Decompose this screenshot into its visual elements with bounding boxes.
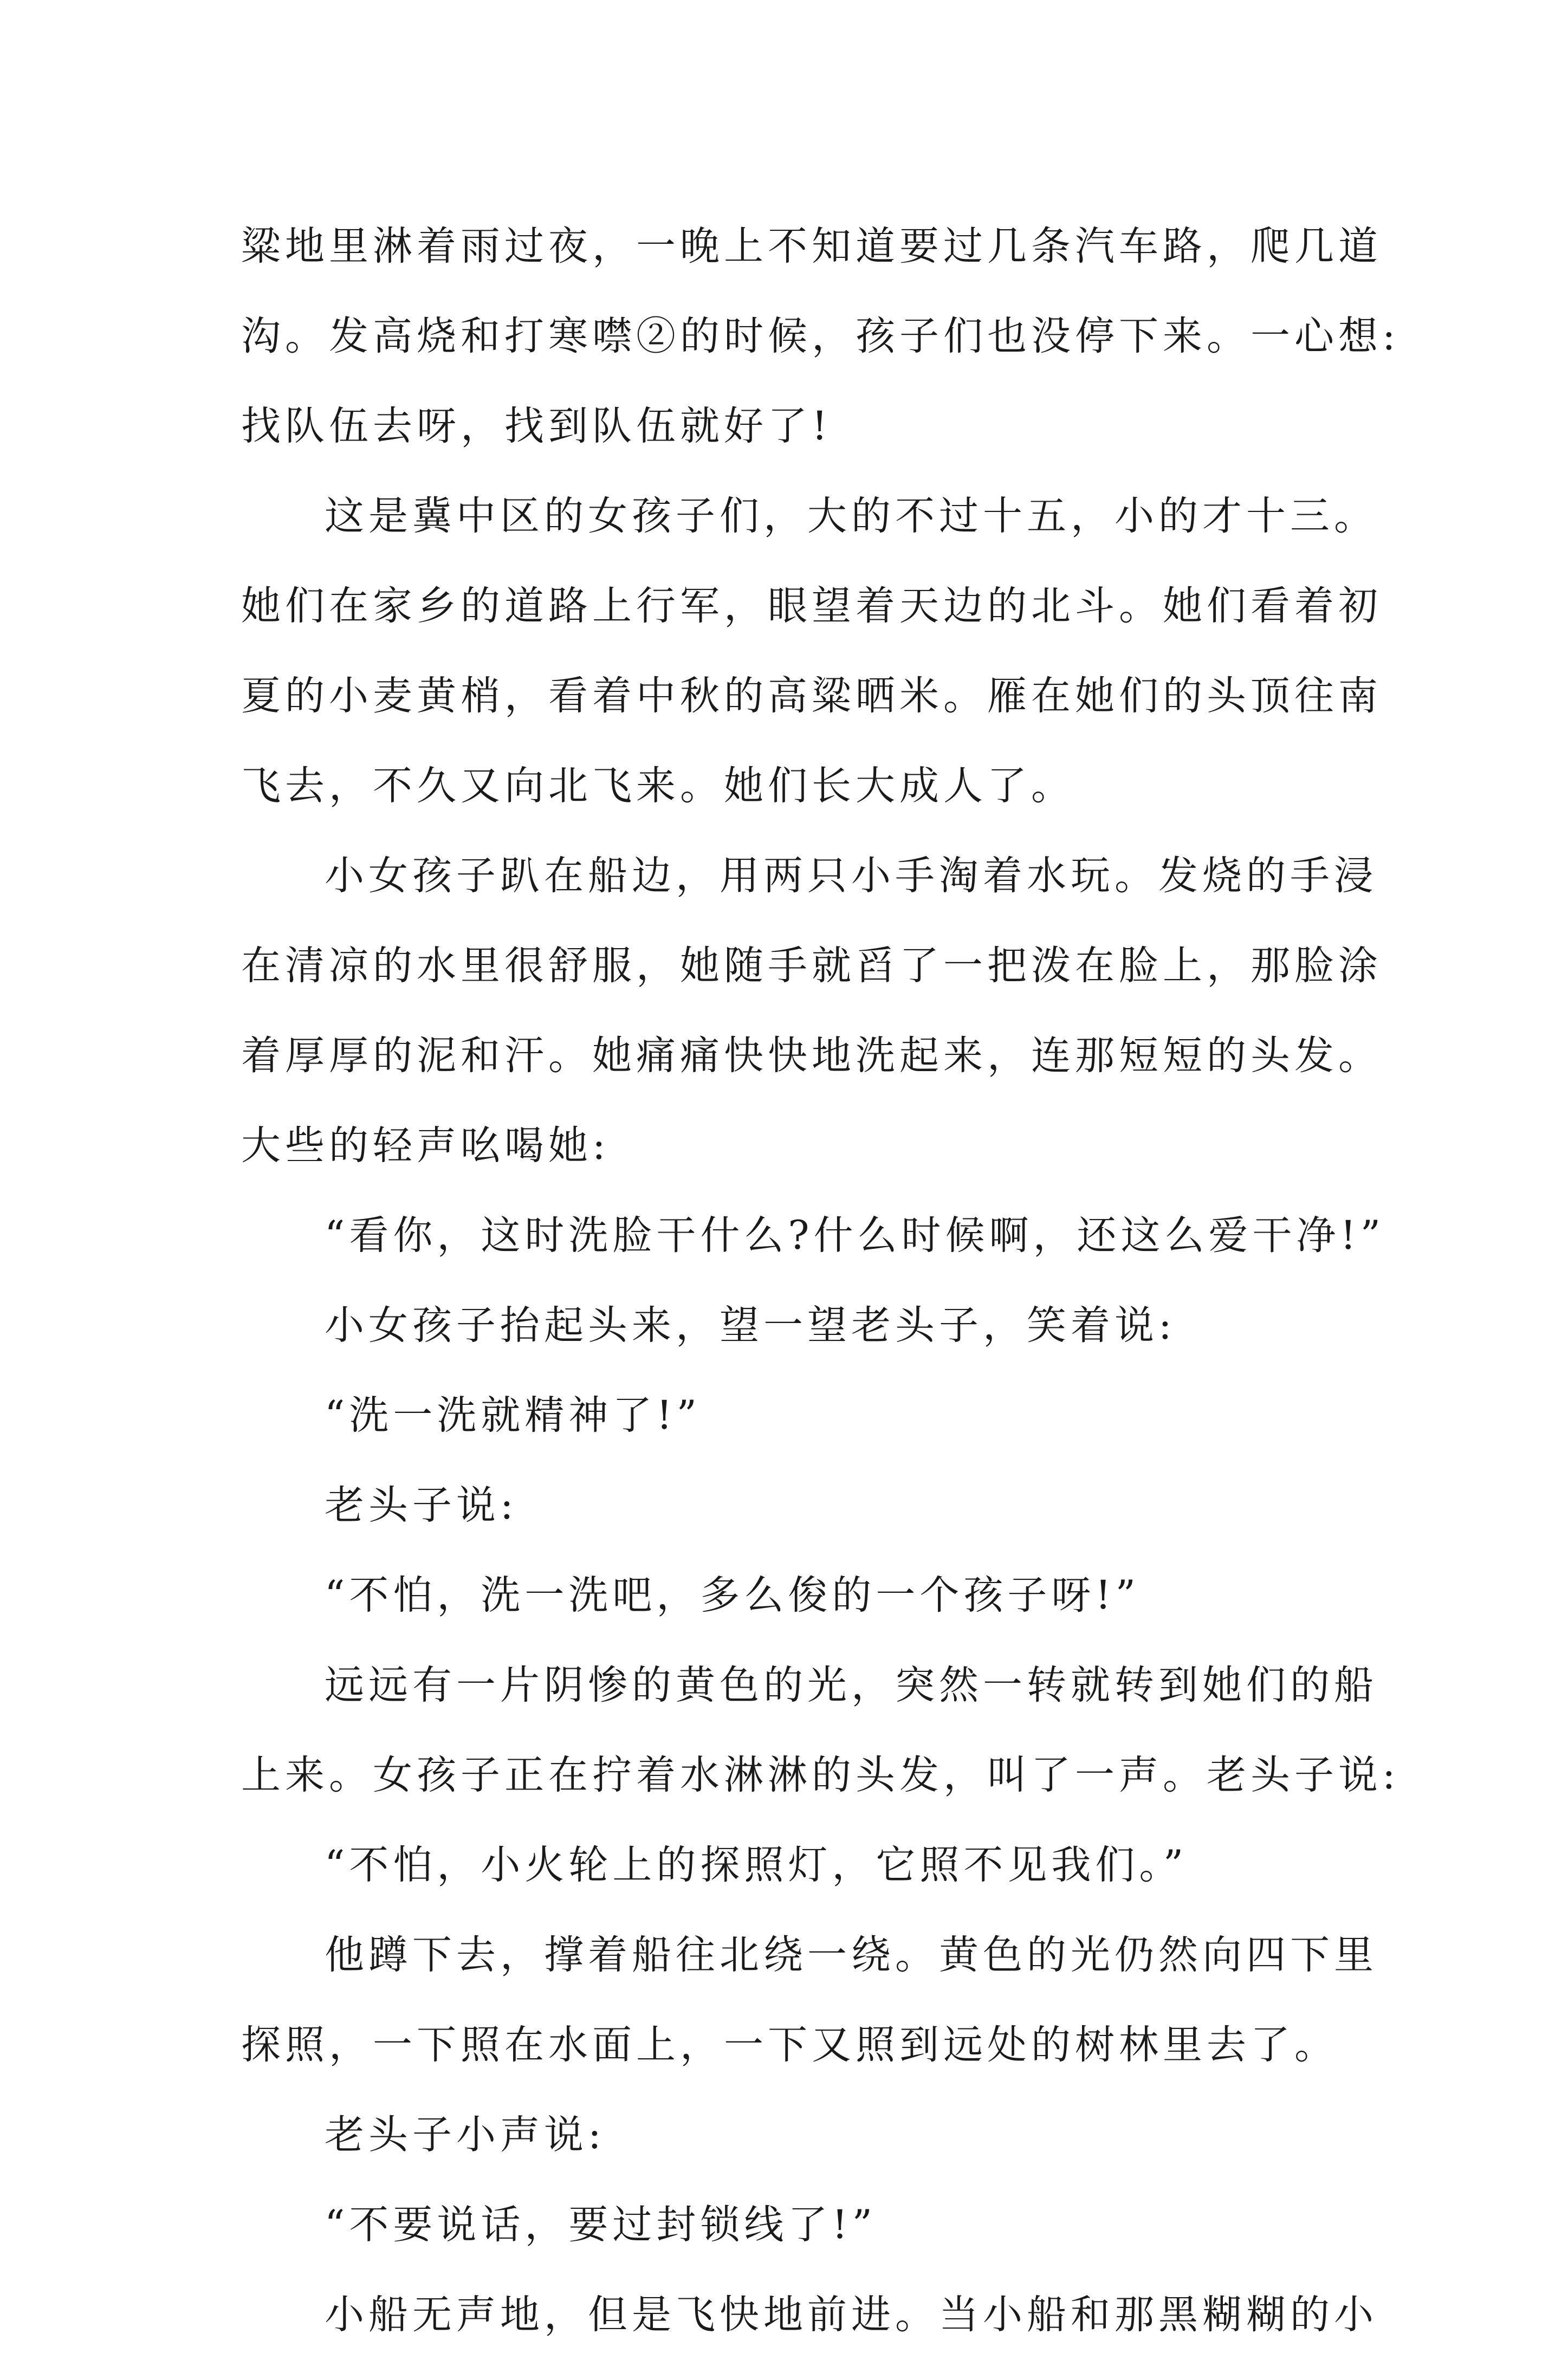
text-line: 大些的轻声吆喝她: xyxy=(241,1123,610,1169)
text-line: 在清凉的水里很舒服，她随手就舀了一把泼在脸上，那脸涂 xyxy=(241,943,1382,989)
text-line: 她们在家乡的道路上行军，眼望着天边的北斗。她们看着初 xyxy=(241,583,1382,629)
text-line: “洗一洗就精神了!” xyxy=(325,1392,701,1438)
text-line: “不怕，洗一洗吧，多么俊的一个孩子呀!” xyxy=(325,1572,1140,1618)
text-line: 这是冀中区的女孩子们，大的不过十五，小的才十三。 xyxy=(325,493,1378,539)
text-line: 他蹲下去，撑着船往北绕一绕。黄色的光仍然向四下里 xyxy=(325,1932,1378,1978)
text-line: 飞去，不久又向北飞来。她们长大成人了。 xyxy=(241,763,1075,809)
text-line: 小女孩子趴在船边，用两只小手淘着水玩。发烧的手浸 xyxy=(325,853,1378,899)
text-line: 探照，一下照在水面上，一下又照到远处的树林里去了。 xyxy=(241,2022,1338,2068)
text-line: 小船无声地，但是飞快地前进。当小船和那黑糊糊的小 xyxy=(325,2292,1378,2338)
text-line: “看你，这时洗脸干什么?什么时候啊，还这么爱干净!” xyxy=(325,1213,1385,1259)
text-line: 小女孩子抬起头来，望一望老头子，笑着说: xyxy=(325,1302,1176,1348)
text-line: 远远有一片阴惨的黄色的光，突然一转就转到她们的船 xyxy=(325,1662,1378,1708)
text-line: 老头子说: xyxy=(325,1482,518,1528)
text-line: “不怕，小火轮上的探照灯，它照不见我们。” xyxy=(325,1842,1188,1888)
text-line: 找队伍去呀，找到队伍就好了! xyxy=(241,403,832,449)
text-line: 粱地里淋着雨过夜，一晚上不知道要过几条汽车路，爬几道 xyxy=(241,223,1382,269)
text-line: “不要说话，要过封锁线了!” xyxy=(325,2202,877,2248)
text-line: 老头子小声说: xyxy=(325,2112,606,2158)
text-line: 夏的小麦黄梢，看着中秋的高粱晒米。雁在她们的头顶往南 xyxy=(241,673,1382,719)
text-line: 上来。女孩子正在拧着水淋淋的头发，叫了一声。老头子说: xyxy=(241,1752,1400,1798)
text-line: 着厚厚的泥和汗。她痛痛快快地洗起来，连那短短的头发。 xyxy=(241,1033,1382,1079)
story-text xyxy=(241,202,1400,2360)
text-line: 沟。发高烧和打寒噤②的时候，孩子们也没停下来。一心想: xyxy=(241,313,1400,359)
